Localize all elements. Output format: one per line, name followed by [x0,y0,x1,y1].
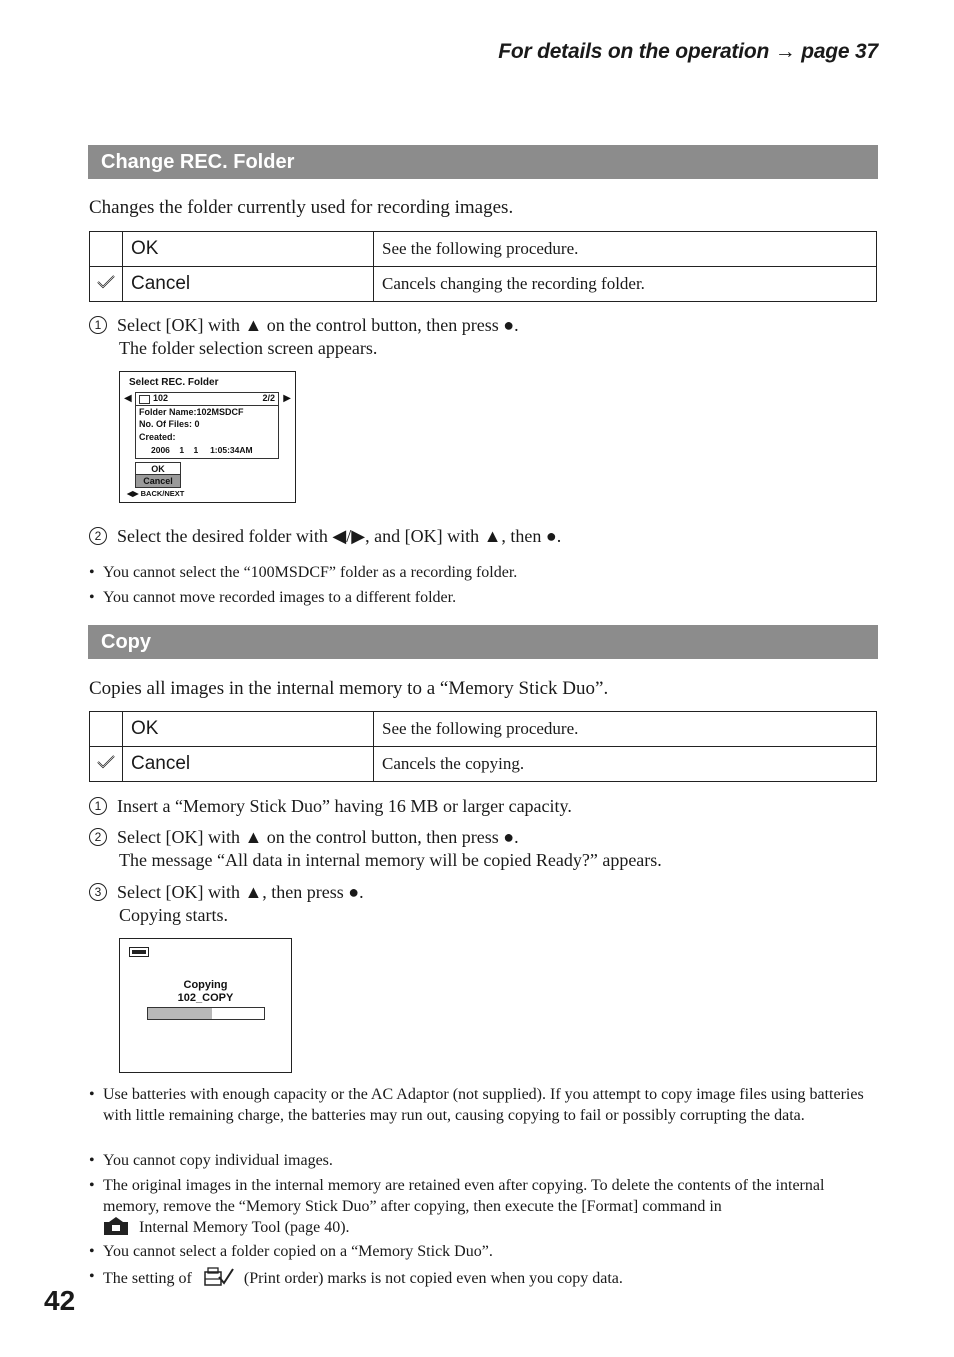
copying-status [120,979,291,1005]
step-1 [89,314,519,360]
option-row-ok[interactable] [90,712,877,747]
step-2 [89,525,561,548]
bullet: • [89,1243,95,1260]
step-number: 3 [89,883,107,901]
section-intro: Copies all images in the internal memory to a “Memory Stick Duo”. [89,678,609,699]
screen-title: Select REC. Folder [129,377,219,388]
back-next-hint: ◀▶ BACK/NEXT [127,489,185,498]
copy-progress-bar [147,1007,265,1020]
note-text: You cannot select a folder copied on a “Memory Stick Duo”. [103,1243,493,1260]
folder-row [136,393,278,406]
progress-fill [148,1008,212,1019]
step-number: 1 [89,797,107,815]
section-title-copy: Copy [88,625,878,659]
copy-folder-name: 102_COPY [177,992,234,1004]
step-number: 2 [89,828,107,846]
created-date: 2006 1 1 1:05:34AM [151,445,253,455]
memory-tool-icon [103,1217,129,1236]
note-item [89,1150,874,1171]
step-result: The message “All data in internal memory will be copied Ready?” appears. [119,850,662,870]
step-text: Select the desired folder with ◀/▶, and [OK] with ▲, then ●. [117,526,562,546]
checkmark-icon [96,754,116,770]
folder-selection-screen [119,371,296,503]
note-item [89,562,874,583]
option-row-cancel[interactable] [90,267,877,302]
note-text: You cannot copy individual images. [103,1152,333,1169]
check-cell [90,747,123,782]
folder-icon [139,395,150,404]
option-label: Cancel [123,267,374,302]
step-1 [89,795,572,818]
page-indicator: 2/2 [262,393,275,403]
option-label: OK [123,712,374,747]
note-item [89,1084,874,1126]
note-continuation [103,1217,863,1238]
option-label: OK [123,232,374,267]
option-row-ok[interactable] [90,232,877,267]
note-text: The original images in the internal memory are retained even after copying. To delete the contents of the internal memory, remove the “Memory Stick Duo” after copying, then execute the [Format] command in [103,1177,825,1215]
step-result: The folder selection screen appears. [119,338,378,358]
option-description: Cancels the copying. [374,747,877,782]
note-text [89,1266,874,1289]
bullet: • [89,564,95,581]
step-text: Select [OK] with ▲ on the control button, then press ●. [117,315,519,335]
note-item [89,1241,874,1262]
file-count: No. Of Files: 0 [139,419,200,429]
print-order-icon [202,1266,234,1288]
option-label: Cancel [123,747,374,782]
page-number: 42 [44,1285,76,1316]
screen-cancel-button[interactable]: Cancel [135,474,181,488]
page-reference: For details on the operation → page 37 [498,40,878,63]
left-arrow-icon[interactable]: ◀ [124,393,132,404]
step-text: Select [OK] with ▲ on the control button, then press ●. [117,827,519,847]
step-3 [89,881,364,927]
note-text: You cannot move recorded images to a different folder. [103,589,457,606]
options-table [89,231,877,302]
option-description: Cancels changing the recording folder. [374,267,877,302]
folder-info-box [135,392,279,459]
note-text: Internal Memory Tool (page 40). [139,1219,350,1236]
bullet: • [89,1268,95,1285]
note-text-end: (Print order) marks is not copied even when you copy data. [243,1270,623,1287]
check-cell [90,712,123,747]
note-item [89,587,874,608]
bullet: • [89,1177,95,1194]
bullet: • [89,1152,95,1169]
option-description: See the following procedure. [374,232,877,267]
step-text: Insert a “Memory Stick Duo” having 16 MB or larger capacity. [117,796,572,816]
note-item [89,1175,874,1217]
screen-ok-button[interactable]: OK [135,462,181,476]
step-2 [89,826,662,872]
right-arrow-icon[interactable]: ▶ [283,393,291,404]
step-text: Select [OK] with ▲, then press ●. [117,882,364,902]
folder-name: Folder Name:102MSDCF [139,407,244,417]
note-item [89,1266,874,1289]
options-table [89,711,877,782]
checkmark-icon [96,274,116,290]
section-intro: Changes the folder currently used for recording images. [89,197,514,218]
bullet: • [89,589,95,606]
copying-label: Copying [183,979,228,991]
bullet: • [89,1086,95,1103]
note-text: You cannot select the “100MSDCF” folder as a recording folder. [103,564,518,581]
section-title-change-rec-folder: Change REC. Folder [88,145,878,179]
step-result: Copying starts. [119,905,229,925]
step-number: 2 [89,527,107,545]
option-row-cancel[interactable] [90,747,877,782]
note-text-start: The setting of [103,1270,192,1287]
option-description: See the following procedure. [374,712,877,747]
check-cell [90,267,123,302]
copying-screen [119,938,292,1073]
check-cell [90,232,123,267]
note-text: Use batteries with enough capacity or the AC Adaptor (not supplied). If you attempt to copy image files using batteries with little remaining charge, the batteries may run out, causing copying to fail or possibly corrupting the data. [103,1086,864,1124]
folder-number: 102 [153,393,169,403]
created-label: Created: [139,432,176,442]
battery-icon [129,947,149,957]
step-number: 1 [89,316,107,334]
